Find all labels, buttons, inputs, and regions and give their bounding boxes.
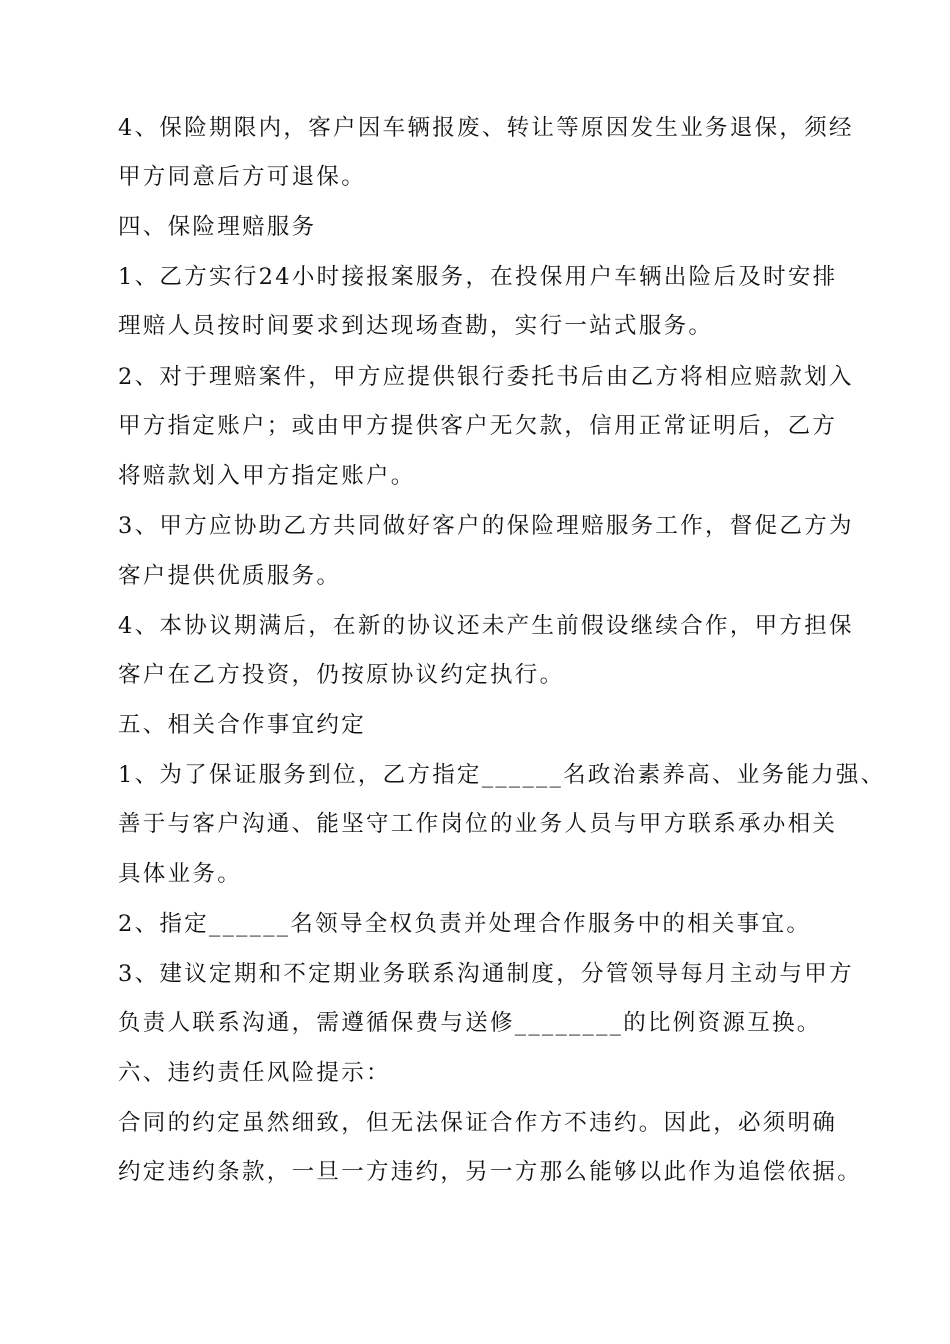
text-line: 3、建议定期和不定期业务联系沟通制度，分管领导每月主动与甲方 <box>118 961 854 987</box>
section-heading: 五、相关合作事宜约定 <box>118 712 367 738</box>
text-line: 3、甲方应协助乙方共同做好客户的保险理赔服务工作，督促乙方为 <box>118 513 854 539</box>
section-heading: 六、违约责任风险提示： <box>118 1060 391 1086</box>
text-line: 具体业务。 <box>118 861 243 887</box>
text-line: 2、对于理赔案件，甲方应提供银行委托书后由乙方将相应赔款划入 <box>118 364 854 390</box>
text-line: 甲方指定账户；或由甲方提供客户无欠款，信用正常证明后，乙方 <box>118 413 838 439</box>
text-line: 理赔人员按时间要求到达现场查勘，实行一站式服务。 <box>118 313 714 339</box>
text-line: 4、保险期限内，客户因车辆报废、转让等原因发生业务退保，须经 <box>118 115 854 141</box>
text-line: 合同的约定虽然细致，但无法保证合作方不违约。因此，必须明确 <box>118 1110 838 1136</box>
text-line: 甲方同意后方可退保。 <box>118 164 367 190</box>
text-line: 善于与客户沟通、能坚守工作岗位的业务人员与甲方联系承办相关 <box>118 811 838 837</box>
text-line: 1、为了保证服务到位，乙方指定______名政治素养高、业务能力强、 <box>118 762 886 788</box>
text-line: 客户提供优质服务。 <box>118 563 342 589</box>
text-line: 负责人联系沟通，需遵循保费与送修________的比例资源互换。 <box>118 1010 822 1036</box>
text-line: 将赔款划入甲方指定账户。 <box>118 463 416 489</box>
text-line: 4、本协议期满后，在新的协议还未产生前假设继续合作，甲方担保 <box>118 613 854 639</box>
text-line: 约定违约条款，一旦一方违约，另一方那么能够以此作为追偿依据。 <box>118 1159 863 1185</box>
section-heading: 四、保险理赔服务 <box>118 214 317 240</box>
text-line: 2、指定______名领导全权负责并处理合作服务中的相关事宜。 <box>118 911 812 937</box>
text-line: 客户在乙方投资，仍按原协议约定执行。 <box>118 662 565 688</box>
text-line: 1、乙方实行24小时接报案服务，在投保用户车辆出险后及时安排 <box>118 264 838 290</box>
